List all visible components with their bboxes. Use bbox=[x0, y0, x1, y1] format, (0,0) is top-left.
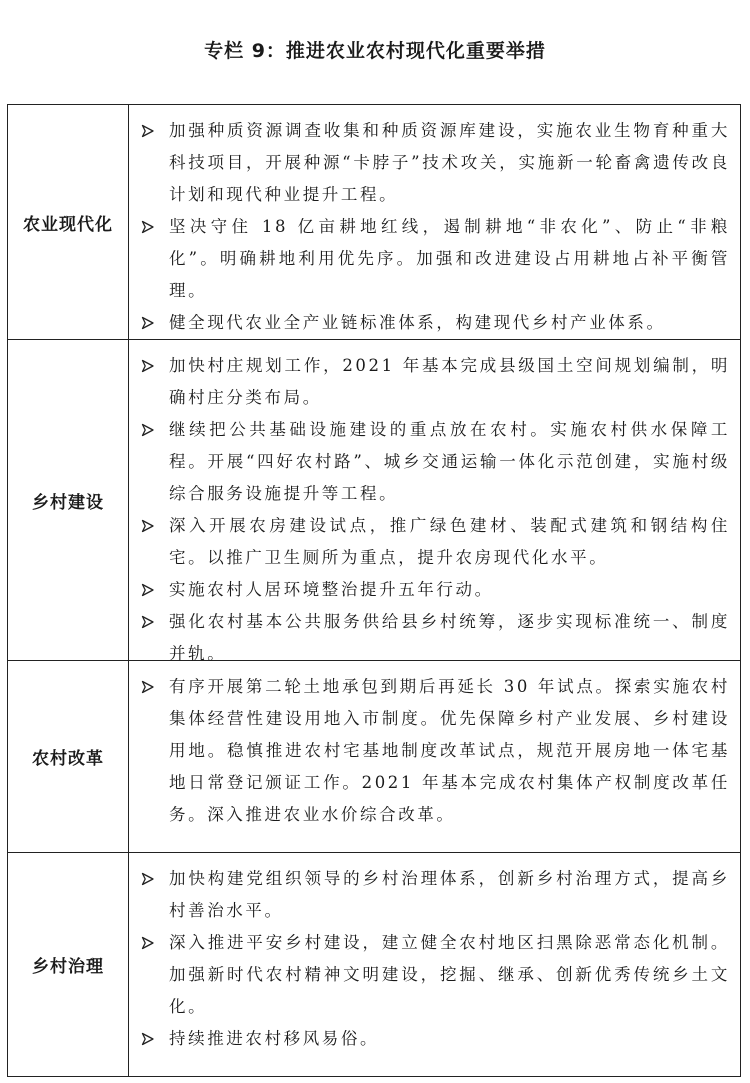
item-text: 继续把公共基础设施建设的重点放在农村。实施农村供水保障工程。开展“四好农村路”、城乡交通运输一体化示范创建，实施村级综合服务设施提升等工程。 bbox=[169, 420, 730, 503]
list-item bbox=[141, 1023, 730, 1055]
hollow-arrow-icon bbox=[141, 307, 169, 339]
hollow-arrow-icon bbox=[141, 115, 169, 147]
hollow-arrow-icon bbox=[141, 211, 169, 243]
item-text: 持续推进农村移风易俗。 bbox=[169, 1029, 380, 1048]
list-item bbox=[141, 350, 730, 414]
row-label: 乡村建设 bbox=[8, 340, 129, 660]
table-row bbox=[8, 105, 740, 340]
table-row bbox=[8, 340, 740, 661]
list-item bbox=[141, 863, 730, 927]
list-item bbox=[141, 414, 730, 510]
row-label: 乡村治理 bbox=[8, 853, 129, 1076]
hollow-arrow-icon bbox=[141, 1023, 169, 1055]
item-text: 深入开展农房建设试点，推广绿色建材、装配式建筑和钢结构住宅。以推广卫生厕所为重点，提升农房现代化水平。 bbox=[169, 516, 730, 567]
hollow-arrow-icon bbox=[141, 927, 169, 959]
hollow-arrow-icon bbox=[141, 510, 169, 542]
list-item bbox=[141, 510, 730, 574]
hollow-arrow-icon bbox=[141, 606, 169, 638]
list-item bbox=[141, 211, 730, 307]
hollow-arrow-icon bbox=[141, 350, 169, 382]
item-text: 健全现代农业全产业链标准体系，构建现代乡村产业体系。 bbox=[169, 313, 666, 332]
hollow-arrow-icon bbox=[141, 414, 169, 446]
hollow-arrow-icon bbox=[141, 574, 169, 606]
item-text: 有序开展第二轮土地承包到期后再延长 30 年试点。探索实施农村集体经营性建设用地入市制度。优先保障乡村产业发展、乡村建设用地。稳慎推进农村宅基地制度改革试点，规范开展房地一体宅基地日常登记颁证工作。2021 年基本完成农村集体产权制度改革任务。深入推进农业水价综合改革。 bbox=[169, 677, 730, 824]
row-items bbox=[129, 340, 740, 663]
list-item bbox=[141, 927, 730, 1023]
row-label: 农业现代化 bbox=[8, 105, 129, 339]
hollow-arrow-icon bbox=[141, 863, 169, 895]
item-text: 加快村庄规划工作，2021 年基本完成县级国土空间规划编制，明确村庄分类布局。 bbox=[169, 356, 730, 407]
item-text: 深入推进平安乡村建设，建立健全农村地区扫黑除恶常态化机制。加强新时代农村精神文明建设，挖掘、继承、创新优秀传统乡土文化。 bbox=[169, 933, 730, 1016]
row-items bbox=[129, 105, 740, 339]
list-item bbox=[141, 115, 730, 211]
item-text: 坚决守住 18 亿亩耕地红线，遏制耕地“非农化”、防止“非粮化”。明确耕地利用优先序。加强和改进建设占用耕地占补平衡管理。 bbox=[169, 217, 730, 300]
row-items bbox=[129, 853, 740, 1076]
item-text: 强化农村基本公共服务供给县乡村统筹，逐步实现标准统一、制度并轨。 bbox=[169, 612, 730, 663]
row-label: 农村改革 bbox=[8, 661, 129, 852]
row-items bbox=[129, 661, 740, 852]
list-item bbox=[141, 574, 730, 606]
item-text: 加快构建党组织领导的乡村治理体系，创新乡村治理方式，提高乡村善治水平。 bbox=[169, 869, 730, 920]
list-item bbox=[141, 671, 730, 831]
measures-table bbox=[7, 104, 741, 1077]
list-item bbox=[141, 307, 730, 339]
page-title: 专栏 9：推进农业农村现代化重要举措 bbox=[204, 40, 546, 62]
item-text: 加强种质资源调查收集和种质资源库建设，实施农业生物育种重大科技项目，开展种源“卡脖子”技术攻关，实施新一轮畜禽遗传改良计划和现代种业提升工程。 bbox=[169, 121, 730, 204]
table-row bbox=[8, 661, 740, 853]
hollow-arrow-icon bbox=[141, 671, 169, 703]
table-row bbox=[8, 853, 740, 1076]
item-text: 实施农村人居环境整治提升五年行动。 bbox=[169, 580, 494, 599]
